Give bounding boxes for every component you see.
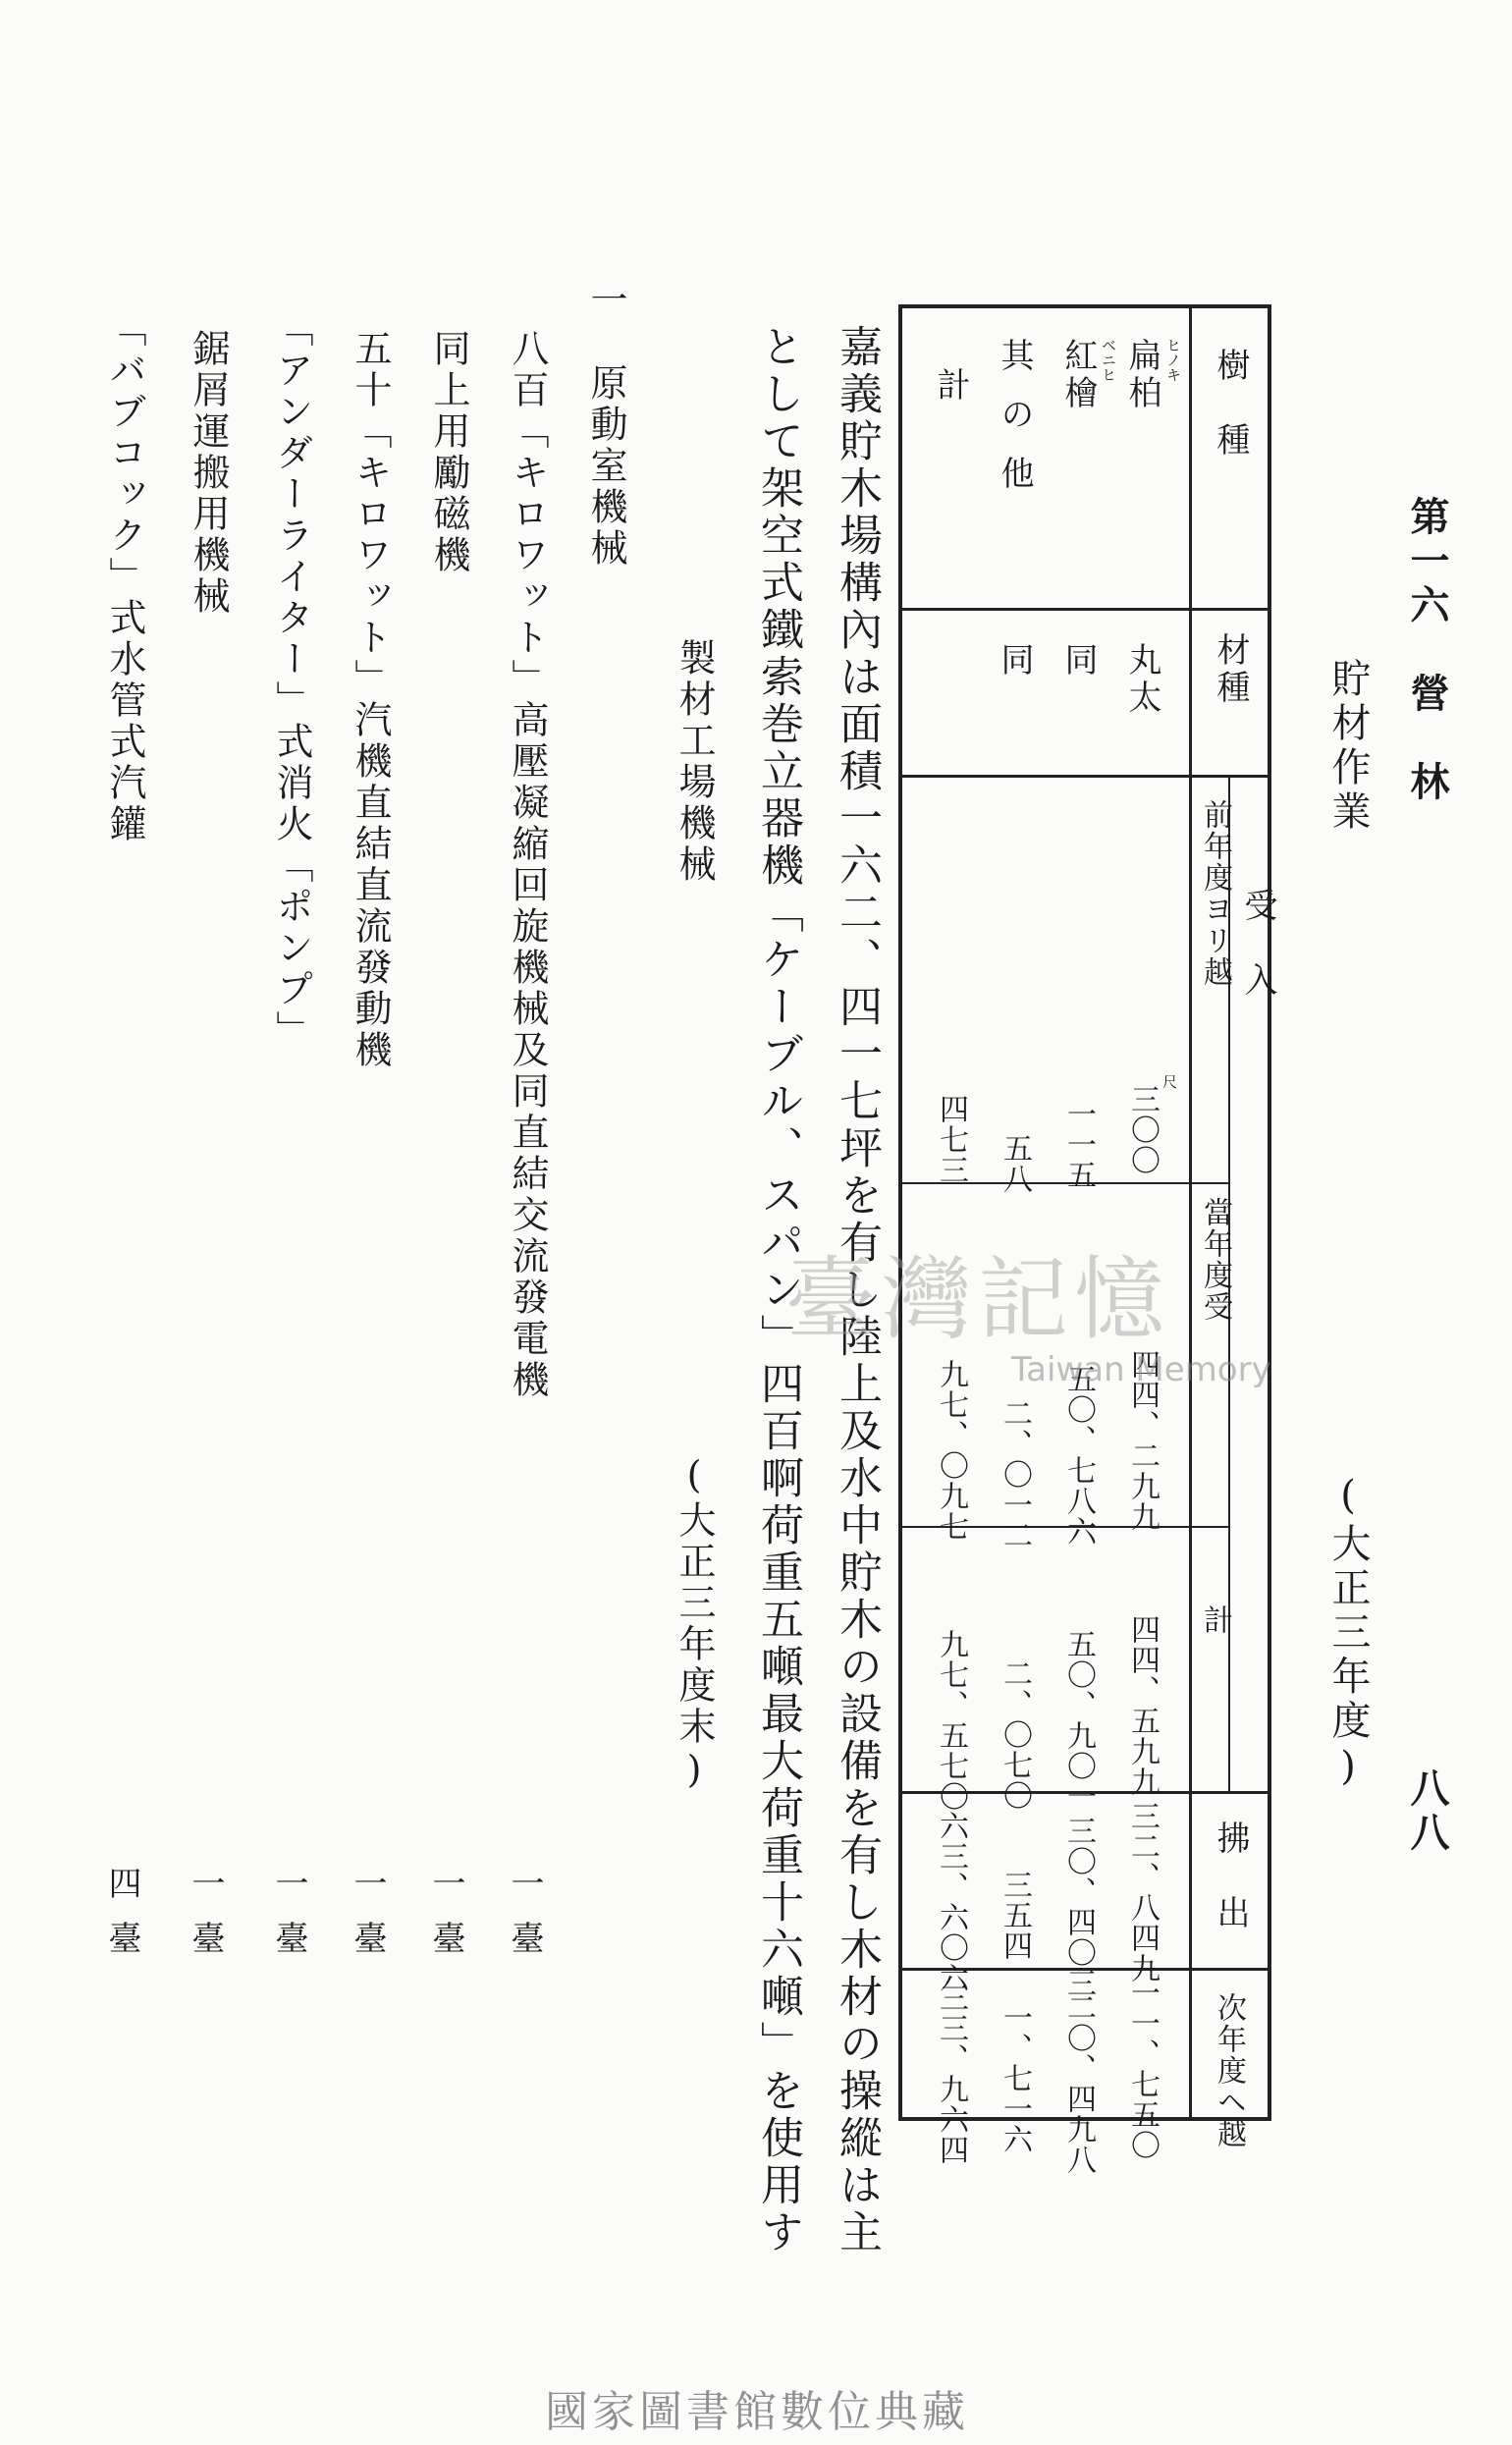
row-1-this: 四四、二九九 bbox=[1125, 1349, 1160, 1532]
rule-header-col bbox=[1189, 308, 1192, 2121]
header-species: 樹 種 bbox=[1211, 348, 1250, 460]
row-2-prev: 一一五 bbox=[1061, 1099, 1096, 1190]
mill-heading: 製材工場機械 bbox=[673, 638, 716, 886]
row-4-next: 三三、九六四 bbox=[934, 1983, 968, 2165]
footer-credit: 國家圖書館數位典藏 bbox=[545, 2387, 969, 2437]
row-3-this: 二、〇一二 bbox=[998, 1398, 1032, 1550]
paragraph-line-2: として架空式鐵索巻立器機「ケーブル、スパン」四百啊荷重五噸最大荷重十六噸」を使用す bbox=[753, 324, 803, 2256]
equipment-qty-5: 一臺 bbox=[186, 1866, 225, 1976]
row-2-total: 五〇、九〇一 bbox=[1061, 1629, 1096, 1812]
row-2-material: 同 bbox=[1058, 642, 1098, 679]
equipment-qty-1: 一臺 bbox=[505, 1866, 544, 1976]
section-number: 一 bbox=[584, 280, 627, 321]
row-1-total: 四四、五九九 bbox=[1125, 1614, 1160, 1797]
rule-header-material bbox=[902, 775, 1268, 778]
row-3-material: 同 bbox=[995, 642, 1034, 679]
rule-header-species bbox=[902, 608, 1268, 611]
row-2-next: 二〇、四九八 bbox=[1061, 1992, 1096, 2175]
table-year: (大正三年度) bbox=[1325, 1473, 1371, 1794]
row-3-species: 其の他 bbox=[995, 338, 1034, 515]
equipment-item-5: 鋸屑運搬用機械 bbox=[187, 329, 230, 618]
row-3-total: 二、〇七〇 bbox=[998, 1658, 1032, 1811]
watermark-english: Taiwan Memory bbox=[1011, 1350, 1271, 1389]
row-2-issued: 三〇、四〇三 bbox=[1061, 1816, 1096, 1998]
paragraph-line-1: 嘉義貯木場構內は面積一六二、四一七坪を有し陸上及水中貯木の設備を有し木材の操縱は主 bbox=[832, 324, 882, 2256]
row-1-material: 丸太 bbox=[1122, 642, 1161, 717]
header-received: 受 入 bbox=[1238, 888, 1277, 1000]
header-this-year: 當年度受 bbox=[1198, 1197, 1232, 1323]
equipment-qty-4: 一臺 bbox=[269, 1866, 308, 1976]
unit-marker: 尺 bbox=[1161, 1074, 1178, 1089]
row-3-issued: 三五四 bbox=[998, 1870, 1032, 1961]
table-title: 貯材作業 bbox=[1325, 658, 1371, 835]
equipment-item-4: 「アンダーライター」式消火「ポンプ」 bbox=[270, 309, 313, 1052]
row-4-issued: 六三、六〇六 bbox=[934, 1811, 968, 1993]
equipment-item-6: 「バブコック」式水管式汽鑵 bbox=[103, 309, 146, 845]
section-title: 原動室機械 bbox=[584, 363, 627, 570]
row-4-prev: 四七三 bbox=[934, 1094, 968, 1185]
equipment-qty-3: 一臺 bbox=[348, 1866, 387, 1976]
equipment-item-2: 同上用勵磁機 bbox=[427, 329, 470, 576]
row-4-this: 九七、〇九七 bbox=[934, 1359, 968, 1542]
equipment-qty-6: 四臺 bbox=[102, 1866, 141, 1976]
running-head-section: 第一六 營 林 bbox=[1404, 496, 1450, 805]
row-3-next: 一、七一六 bbox=[998, 2002, 1032, 2154]
row-1-prev: 三〇〇 bbox=[1125, 1084, 1160, 1175]
row-1-ruby: ヒノキ bbox=[1164, 338, 1182, 382]
row-2-species: 紅檜 bbox=[1058, 338, 1098, 412]
row-2-ruby: ベニヒ bbox=[1100, 338, 1117, 382]
header-prev-year: 前年度ヨリ越 bbox=[1198, 799, 1232, 988]
row-3-prev: 五八 bbox=[998, 1133, 1032, 1194]
row-1-issued: 三二、八四九 bbox=[1125, 1801, 1160, 1983]
row-2-this: 五〇、七八六 bbox=[1061, 1364, 1096, 1547]
header-received-total: 計 bbox=[1198, 1604, 1232, 1638]
watermark-chinese: 臺灣記憶 bbox=[785, 1247, 1171, 1352]
row-4-total: 九七、五七〇 bbox=[934, 1629, 968, 1812]
header-material: 材種 bbox=[1211, 632, 1250, 707]
equipment-qty-2: 一臺 bbox=[426, 1866, 465, 1976]
equipment-item-1: 八百「キロワット」高壓凝縮回旋機械及同直結交流發電機 bbox=[506, 329, 549, 1401]
row-4-species: 計 bbox=[931, 367, 970, 405]
stock-table bbox=[898, 304, 1277, 2175]
header-issued: 拂 出 bbox=[1211, 1820, 1250, 1932]
row-1-next: 一一、七五〇 bbox=[1125, 1978, 1160, 2160]
mill-date: (大正三年度末) bbox=[673, 1453, 716, 1795]
page-number: 八八 bbox=[1404, 1767, 1450, 1856]
equipment-item-3: 五十「キロワット」汽機直結直流發動機 bbox=[349, 329, 392, 1071]
header-next-year: 次年度ヘ越 bbox=[1212, 1992, 1246, 2149]
row-1-species: 扁柏 bbox=[1122, 338, 1161, 412]
